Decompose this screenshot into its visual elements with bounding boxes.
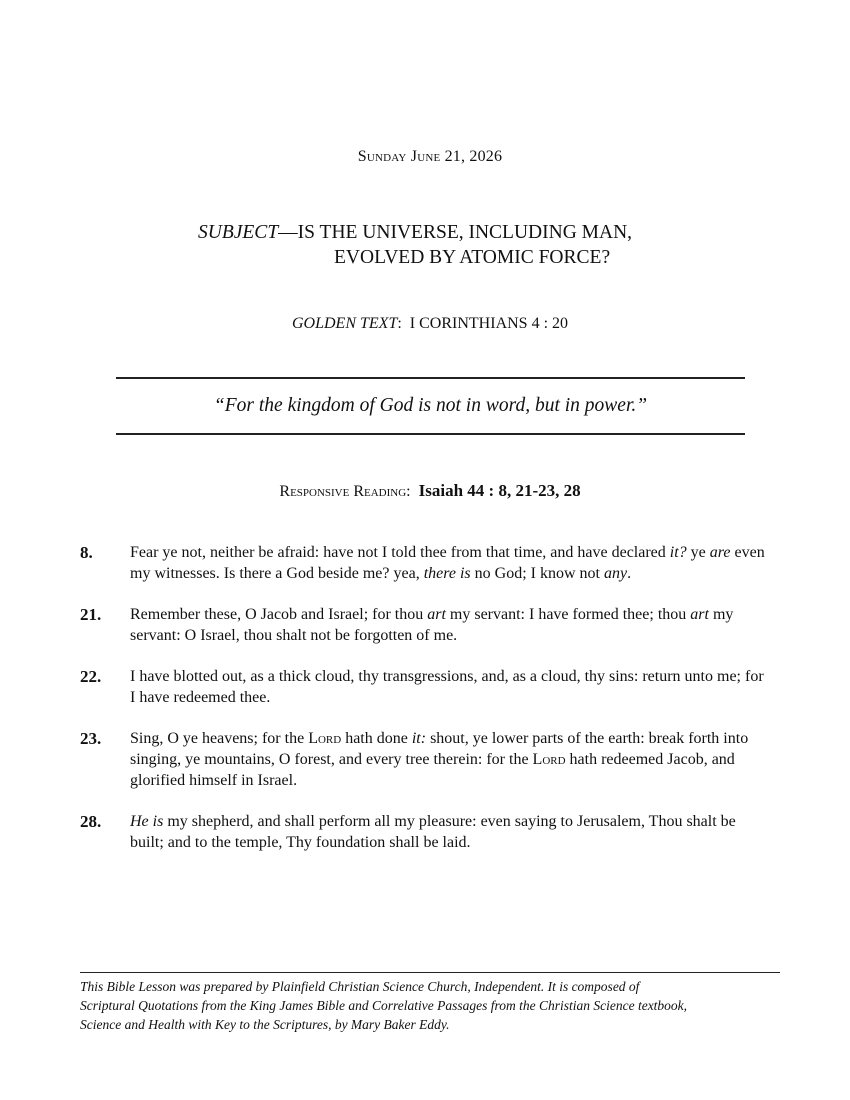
verse-text-segment: no God; I know not — [470, 565, 604, 582]
verse-text-segment: Lord — [532, 751, 566, 768]
quote-bottom-rule — [116, 433, 745, 435]
verse-text-segment: any — [603, 565, 628, 582]
verse-number: 22. — [80, 667, 102, 686]
verse-text-segment: are — [709, 544, 731, 561]
footer-line-2: Scriptural Quotations from the King James Bible and Correlative Passages from the Christian Science textbook, — [80, 998, 688, 1013]
verse-text-segment: Sing, O ye heavens; for the — [130, 730, 309, 747]
verse-text-segment: my servant: O Israel, thou shalt not be forgotten of me. — [130, 606, 734, 644]
responsive-reading-reference: Isaiah 44 : 8, 21-23, 28 — [418, 481, 581, 500]
verse-number: 21. — [80, 605, 102, 624]
verse-text-segment: there is — [423, 565, 471, 582]
footer-line-1: This Bible Lesson was prepared by Plainfield Christian Science Church, Independent. It is composed of — [80, 979, 640, 994]
verse-text-segment: . — [627, 565, 632, 582]
verse-item — [80, 604, 780, 646]
golden-text-label: GOLDEN TEXT — [291, 315, 398, 332]
verse-text-segment: art — [690, 606, 709, 623]
verse-item — [80, 728, 780, 791]
footer-note — [80, 977, 785, 1034]
golden-text-heading — [0, 315, 850, 333]
verse-number: 8. — [80, 543, 93, 562]
verse-text — [130, 542, 770, 584]
verse-text — [130, 811, 770, 853]
verse-list — [80, 542, 780, 873]
golden-text-quote: “For the kingdom of God is not in word, but in power.” — [213, 395, 648, 416]
verse-text-segment: Fear ye not, neither be afraid: have not I told thee from that time, and have declared — [130, 544, 670, 561]
verse-text — [130, 666, 770, 708]
responsive-reading-label: Responsive Reading: — [279, 483, 411, 500]
subject-dash: — — [278, 222, 298, 243]
footer-rule — [80, 972, 780, 973]
verse-text-segment: my servant: I have formed thee; thou — [445, 606, 691, 623]
verse-text — [130, 728, 770, 791]
verse-text-segment: it? — [669, 544, 687, 561]
subject-title-line-2: EVOLVED BY ATOMIC FORCE? — [334, 247, 611, 268]
verse-number: 23. — [80, 729, 102, 748]
verse-text-segment: I have blotted out, as a thick cloud, thy transgressions, and, as a cloud, thy sins: return unto me; for I have redeemed thee. — [130, 668, 764, 706]
verse-number: 28. — [80, 812, 102, 831]
lesson-date: Sunday June 21, 2026 — [357, 148, 503, 165]
verse-text-segment: Remember these, O Jacob and Israel; for thou — [130, 606, 428, 623]
verse-item — [80, 811, 780, 853]
responsive-reading-heading — [0, 481, 850, 501]
golden-text-colon: : — [397, 315, 402, 332]
verse-item — [80, 542, 780, 584]
verse-text-segment: shout, ye lower parts of the earth: break forth into singing, ye mountains, O forest, and every tree therein: for the — [130, 730, 749, 768]
quote-top-rule — [116, 377, 745, 379]
subject-line-1 — [198, 220, 632, 245]
verse-text-segment: He is — [130, 813, 164, 830]
subject-title-line-1: IS THE UNIVERSE, INCLUDING MAN, — [297, 222, 633, 243]
verse-text-segment: hath done — [341, 730, 412, 747]
footer-line-3: Science and Health with Key to the Scriptures, by Mary Baker Eddy. — [80, 1017, 450, 1032]
subject-label: SUBJECT — [198, 222, 279, 243]
golden-text-reference: I CORINTHIANS 4 : 20 — [409, 315, 569, 332]
verse-text-segment: hath redeemed Jacob, and glorified himself in Israel. — [130, 751, 735, 789]
verse-text-segment: even my witnesses. Is there a God beside me? yea, — [130, 544, 765, 582]
verse-text-segment: it: — [411, 730, 427, 747]
verse-text — [130, 604, 770, 646]
verse-text-segment: art — [427, 606, 446, 623]
lesson-subject — [198, 220, 632, 270]
verse-text-segment: my shepherd, and shall perform all my pleasure: even saying to Jerusalem, Thou shalt be built; and to the temple, Thy foundation shall be laid. — [130, 813, 736, 851]
verse-text-segment: ye — [686, 544, 710, 561]
verse-text-segment: Lord — [308, 730, 342, 747]
verse-item — [80, 666, 780, 708]
